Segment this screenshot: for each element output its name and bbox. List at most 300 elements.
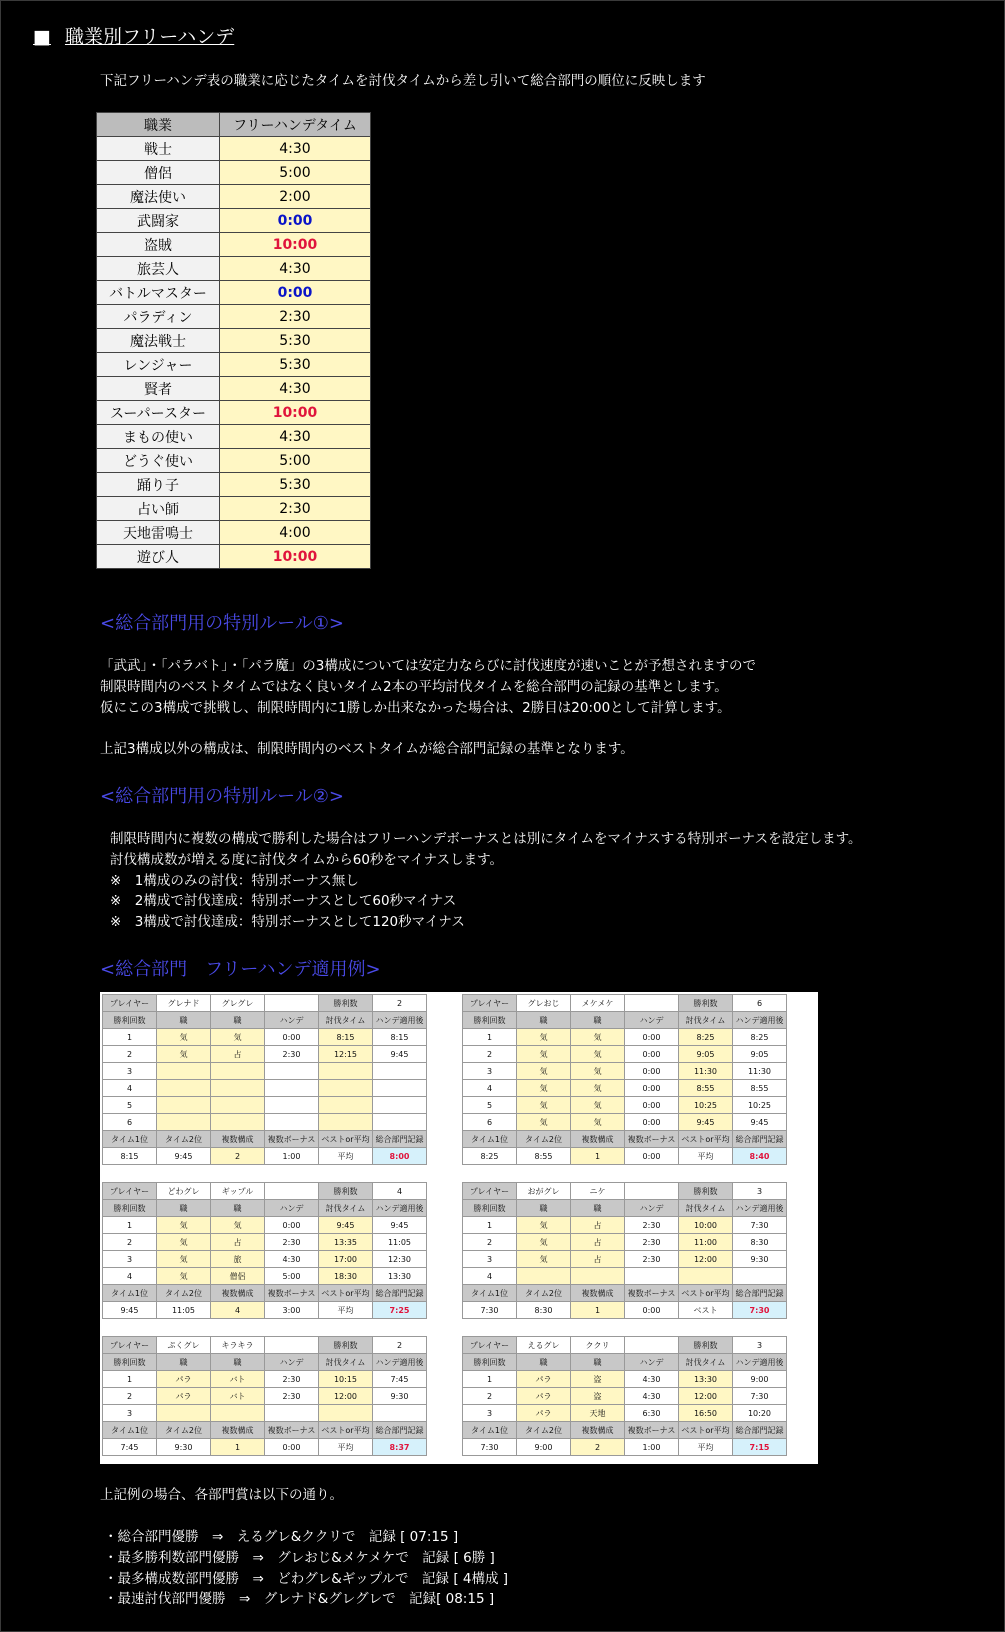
example-cell [157,1097,211,1114]
job-row [97,281,371,305]
example-data-row [463,1217,787,1234]
job-header: 職 [517,1012,571,1029]
example-cell [265,1114,319,1131]
example-summary-header [103,1131,427,1148]
job-name: 僧侶 [97,161,220,185]
example-cell: 1 [103,1217,157,1234]
summary-header: 複数構成 [211,1285,265,1302]
summary-cell: 2 [211,1148,265,1165]
example-cell: 2:30 [265,1046,319,1063]
example-cell: 気 [517,1114,571,1131]
after-header: ハンデ適用後 [373,1012,427,1029]
player-2-name: グレグレ [211,995,265,1012]
example-data-row [463,1114,787,1131]
example-cell: 占 [211,1234,265,1251]
example-cell: 9:45 [373,1217,427,1234]
job-handicap-time: 5:00 [220,161,371,185]
summary-header: ベストor平均 [679,1285,733,1302]
summary-header: タイム2位 [157,1131,211,1148]
example-table [462,1182,787,1319]
example-data-row [463,1388,787,1405]
summary-header: 複数構成 [571,1422,625,1439]
job-handicap-time: 4:00 [220,521,371,545]
example-cell: 0:00 [625,1097,679,1114]
summary-header: 総合部門記録 [373,1131,427,1148]
job-handicap-time: 5:30 [220,353,371,377]
summary-header: ベストor平均 [679,1131,733,1148]
example-data-row [463,1080,787,1097]
summary-cell: 9:45 [103,1302,157,1319]
kill-time-header: 討伐タイム [679,1354,733,1371]
header-job: 職業 [97,113,220,137]
example-data-row [463,1063,787,1080]
total-record: 7:25 [373,1302,427,1319]
player-1-name: えるグレ [517,1337,571,1354]
example-cell: 4 [103,1080,157,1097]
summary-cell: 1 [571,1148,625,1165]
example-cell: 占 [211,1046,265,1063]
example-cell [157,1063,211,1080]
summary-cell: 8:30 [517,1302,571,1319]
summary-cell: 0:00 [625,1148,679,1165]
example-cell: 気 [571,1114,625,1131]
example-cell: 気 [571,1046,625,1063]
summary-header: 複数構成 [571,1131,625,1148]
example-player-row [463,1337,787,1354]
example-cell: 2 [463,1388,517,1405]
example-cell: 0:00 [265,1029,319,1046]
example-cell: 16:50 [679,1405,733,1422]
job-header: 職 [211,1012,265,1029]
blank-cell [265,995,319,1012]
example-cell: 2 [103,1046,157,1063]
summary-header: 複数ボーナス [265,1285,319,1302]
example-cell [625,1268,679,1285]
rule1-line: 「武武」・「パラバト」・「パラ魔」の3構成については安定力ならびに討伐速度が速いことが予想されますので [100,658,757,674]
example-cell [265,1063,319,1080]
example-cell: 8:15 [373,1029,427,1046]
summary-cell: 9:45 [157,1148,211,1165]
example-cell: パラ [517,1388,571,1405]
example-cell [211,1063,265,1080]
kill-time-header: 討伐タイム [679,1012,733,1029]
example-player-row [103,1183,427,1200]
summary-header: タイム2位 [157,1285,211,1302]
example-cell: 2 [463,1046,517,1063]
job-header: 職 [571,1354,625,1371]
example-cell: 2 [463,1234,517,1251]
job-handicap-time: 5:30 [220,329,371,353]
summary-cell: 0:00 [265,1439,319,1456]
summary-header: 複数構成 [211,1422,265,1439]
example-cell: 7:30 [733,1217,787,1234]
kill-time-header: 討伐タイム [319,1354,373,1371]
example-cell: 2:30 [265,1234,319,1251]
example-cell: 気 [517,1080,571,1097]
player-1-name: おがグレ [517,1183,571,1200]
summary-cell: 8:25 [463,1148,517,1165]
example-cell: 1 [103,1371,157,1388]
results-intro: 上記例の場合、各部門賞は以下の通り。 [100,1487,343,1503]
example-cell: 1 [463,1029,517,1046]
summary-header: ベストor平均 [679,1422,733,1439]
job-handicap-time: 0:00 [220,209,371,233]
example-cell: 気 [157,1217,211,1234]
job-handicap-time: 0:00 [220,281,371,305]
job-row [97,161,371,185]
example-cell: 13:30 [679,1371,733,1388]
example-cell: 8:25 [733,1029,787,1046]
example-cell: 3 [463,1251,517,1268]
summary-header: 複数ボーナス [625,1285,679,1302]
player-label: プレイヤー [103,1337,157,1354]
summary-cell: 9:30 [157,1439,211,1456]
title-marker: ■ [33,26,51,48]
job-row [97,233,371,257]
summary-cell: ベスト [679,1302,733,1319]
example-player-row [103,995,427,1012]
example-cell: 気 [211,1217,265,1234]
example-cell [517,1268,571,1285]
hande-header: ハンデ [265,1354,319,1371]
blank-cell [625,995,679,1012]
example-data-row [103,1080,427,1097]
example-cell: パラ [517,1371,571,1388]
example-cell: 気 [517,1063,571,1080]
example-cell: 気 [157,1234,211,1251]
example-cell [319,1097,373,1114]
total-record: 8:37 [373,1439,427,1456]
job-handicap-time: 4:30 [220,137,371,161]
job-handicap-time: 5:30 [220,473,371,497]
summary-header: 複数ボーナス [265,1422,319,1439]
wins-label: 勝利数 [679,1337,733,1354]
summary-cell: 1:00 [265,1148,319,1165]
job-table-header [97,113,371,137]
summary-cell: 平均 [319,1148,373,1165]
examples-panel [100,992,818,1464]
after-header: ハンデ適用後 [733,1354,787,1371]
example-cell: 気 [157,1251,211,1268]
example-cell: 9:05 [733,1046,787,1063]
example-cell: 気 [571,1029,625,1046]
blank-cell [625,1337,679,1354]
summary-cell: 3:00 [265,1302,319,1319]
kill-time-header: 討伐タイム [319,1200,373,1217]
example-cell [319,1080,373,1097]
example-cell: パラ [157,1388,211,1405]
example-cell [571,1268,625,1285]
example-table [102,1182,427,1319]
example-cell: 12:00 [319,1388,373,1405]
example-cell: 0:00 [625,1080,679,1097]
example-cell: 11:05 [373,1234,427,1251]
summary-cell: 1 [571,1302,625,1319]
player-label: プレイヤー [463,1183,517,1200]
example-cell: 気 [211,1029,265,1046]
job-header: 職 [571,1200,625,1217]
example-data-row [463,1405,787,1422]
job-handicap-table [96,112,371,569]
player-label: プレイヤー [463,1337,517,1354]
summary-cell: 7:45 [103,1439,157,1456]
example-cell [319,1114,373,1131]
player-1-name: どわグレ [157,1183,211,1200]
summary-header: 総合部門記録 [373,1285,427,1302]
job-name: 盗賊 [97,233,220,257]
summary-cell: 9:00 [517,1439,571,1456]
example-cell: 8:15 [319,1029,373,1046]
wins-value: 6 [733,995,787,1012]
job-name: 魔法使い [97,185,220,209]
example-cell: 13:35 [319,1234,373,1251]
job-name: 踊り子 [97,473,220,497]
example-summary-row [463,1148,787,1165]
example-header-row [103,1200,427,1217]
job-header: 職 [211,1354,265,1371]
example-cell: 2:30 [625,1234,679,1251]
summary-header: タイム2位 [517,1131,571,1148]
job-header: 職 [157,1012,211,1029]
job-name: 遊び人 [97,545,220,569]
example-data-row [463,1234,787,1251]
job-name: 戦士 [97,137,220,161]
example-header-row [463,1354,787,1371]
summary-cell: 平均 [319,1439,373,1456]
example-cell: 9:45 [733,1114,787,1131]
summary-cell: 8:15 [103,1148,157,1165]
after-header: ハンデ適用後 [733,1200,787,1217]
job-row [97,353,371,377]
example-cell: 0:00 [625,1046,679,1063]
rule2-line: ※ 1構成のみの討伐：特別ボーナス無し [110,872,359,889]
summary-cell: 2 [571,1439,625,1456]
summary-header: タイム1位 [463,1131,517,1148]
job-name: まもの使い [97,425,220,449]
example-cell: 気 [517,1251,571,1268]
example-data-row [103,1234,427,1251]
summary-header: ベストor平均 [319,1131,373,1148]
example-cell [319,1063,373,1080]
example-cell: パラ [157,1371,211,1388]
example-summary-header [463,1285,787,1302]
job-row [97,545,371,569]
example-data-row [463,1268,787,1285]
example-cell: 占 [571,1251,625,1268]
summary-cell: 1 [211,1439,265,1456]
round-header: 勝利回数 [103,1012,157,1029]
summary-header: 複数構成 [211,1131,265,1148]
example-cell: 天地 [571,1405,625,1422]
example-cell: 11:30 [679,1063,733,1080]
result-item: ・最速討伐部門優勝 ⇒ グレナド&グレグレで 記録[ 08:15 ] [104,1591,495,1608]
example-data-row [103,1388,427,1405]
example-cell: 0:00 [625,1029,679,1046]
player-1-name: グレおじ [517,995,571,1012]
job-row [97,401,371,425]
example-cell: 気 [517,1217,571,1234]
total-record: 7:15 [733,1439,787,1456]
blank-cell [625,1183,679,1200]
player-2-name: ニケ [571,1183,625,1200]
job-name: 武闘家 [97,209,220,233]
example-cell: 2:30 [265,1371,319,1388]
total-record: 7:30 [733,1302,787,1319]
example-cell: 9:30 [373,1388,427,1405]
total-record: 8:00 [373,1148,427,1165]
result-item: ・最多勝利数部門優勝 ⇒ グレおじ&メケメケで 記録 [ 6勝 ] [104,1549,495,1566]
wins-value: 3 [733,1337,787,1354]
job-handicap-time: 10:00 [220,233,371,257]
summary-header: 総合部門記録 [733,1422,787,1439]
wins-label: 勝利数 [679,1183,733,1200]
example-cell: 10:20 [733,1405,787,1422]
player-2-name: ククリ [571,1337,625,1354]
job-row [97,257,371,281]
wins-label: 勝利数 [319,995,373,1012]
rule1-line: 上記3構成以外の構成は、制限時間内のベストタイムが総合部門記録の基準となります。 [100,741,634,758]
wins-value: 3 [733,1183,787,1200]
example-cell: 9:45 [373,1046,427,1063]
example-cell: 3 [463,1405,517,1422]
example-cell: 4:30 [625,1388,679,1405]
job-name: バトルマスター [97,281,220,305]
example-cell: 8:25 [679,1029,733,1046]
example-cell: 9:00 [733,1371,787,1388]
summary-header: タイム1位 [103,1422,157,1439]
example-cell: 2 [103,1388,157,1405]
example-cell: 1 [463,1217,517,1234]
job-header: 職 [157,1200,211,1217]
result-item: ・最多構成数部門優勝 ⇒ どわグレ&ギップルで 記録 [ 4構成 ] [104,1570,509,1587]
rule1-line: 仮にこの3構成で挑戦し、制限時間内に1勝しか出来なかった場合は、2勝目は20:00として計算します。 [100,699,731,716]
example-player-row [463,1183,787,1200]
example-cell: 1 [463,1371,517,1388]
job-row [97,449,371,473]
example-cell: 12:00 [679,1388,733,1405]
wins-value: 2 [373,1337,427,1354]
example-cell: 僧侶 [211,1268,265,1285]
example-cell: 12:00 [679,1251,733,1268]
example-cell [211,1097,265,1114]
example-cell: 6:30 [625,1405,679,1422]
job-row [97,425,371,449]
example-cell: 1 [103,1029,157,1046]
example-cell [373,1114,427,1131]
example-cell: 6 [103,1114,157,1131]
job-name: 天地雷鳴士 [97,521,220,545]
example-cell: 0:00 [625,1063,679,1080]
blank-cell [265,1183,319,1200]
wins-label: 勝利数 [319,1337,373,1354]
example-cell [211,1080,265,1097]
example-cell: 10:15 [319,1371,373,1388]
summary-header: 複数ボーナス [625,1422,679,1439]
job-handicap-time: 5:00 [220,449,371,473]
hande-header: ハンデ [625,1012,679,1029]
example-table [462,994,787,1165]
example-summary-row [103,1302,427,1319]
hande-header: ハンデ [265,1200,319,1217]
example-cell [211,1405,265,1422]
summary-header: ベストor平均 [319,1285,373,1302]
example-cell [373,1405,427,1422]
job-handicap-time: 10:00 [220,545,371,569]
example-cell: 気 [571,1063,625,1080]
job-row [97,521,371,545]
example-cell: 3 [103,1063,157,1080]
example-cell: 9:45 [319,1217,373,1234]
example-cell: 8:30 [733,1234,787,1251]
intro-text: 下記フリーハンデ表の職業に応じたタイムを討伐タイムから差し引いて総合部門の順位に反映します [100,73,706,89]
example-cell: 4 [103,1268,157,1285]
example-header-row [463,1012,787,1029]
hande-header: ハンデ [265,1012,319,1029]
wins-label: 勝利数 [319,1183,373,1200]
summary-header: タイム1位 [103,1285,157,1302]
example-cell: 2:30 [265,1388,319,1405]
job-header: 職 [211,1200,265,1217]
example-cell: 11:00 [679,1234,733,1251]
example-table [462,1336,787,1456]
example-cell: 12:30 [373,1251,427,1268]
round-header: 勝利回数 [103,1354,157,1371]
page-title [33,22,234,49]
example-header-row [103,1354,427,1371]
example-cell [679,1268,733,1285]
hande-header: ハンデ [625,1354,679,1371]
job-row [97,497,371,521]
example-summary-row [103,1148,427,1165]
example-player-row [103,1337,427,1354]
kill-time-header: 討伐タイム [319,1012,373,1029]
example-cell: 12:15 [319,1046,373,1063]
rule2-line: ※ 2構成で討伐達成：特別ボーナスとして60秒マイナス [110,893,457,910]
example-cell: 旅 [211,1251,265,1268]
example-cell [373,1080,427,1097]
example-cell: 10:25 [679,1097,733,1114]
round-header: 勝利回数 [463,1354,517,1371]
example-cell: 盗 [571,1388,625,1405]
after-header: ハンデ適用後 [373,1200,427,1217]
summary-header: 複数構成 [571,1285,625,1302]
summary-cell: 平均 [679,1148,733,1165]
hande-header: ハンデ [625,1200,679,1217]
wins-value: 4 [373,1183,427,1200]
example-cell [157,1405,211,1422]
job-header: 職 [517,1354,571,1371]
job-row [97,137,371,161]
player-2-name: メケメケ [571,995,625,1012]
example-cell [733,1268,787,1285]
example-cell: 10:25 [733,1097,787,1114]
example-cell: 18:30 [319,1268,373,1285]
example-cell: 占 [571,1217,625,1234]
summary-header: 複数ボーナス [265,1131,319,1148]
wins-label: 勝利数 [679,995,733,1012]
example-cell: パラ [517,1405,571,1422]
example-header-row [103,1012,427,1029]
summary-header: タイム2位 [157,1422,211,1439]
job-name: スーパースター [97,401,220,425]
example-cell: 13:30 [373,1268,427,1285]
round-header: 勝利回数 [103,1200,157,1217]
example-cell: 気 [517,1046,571,1063]
example-data-row [463,1029,787,1046]
example-cell: 5 [103,1097,157,1114]
example-cell: 11:30 [733,1063,787,1080]
player-label: プレイヤー [463,995,517,1012]
